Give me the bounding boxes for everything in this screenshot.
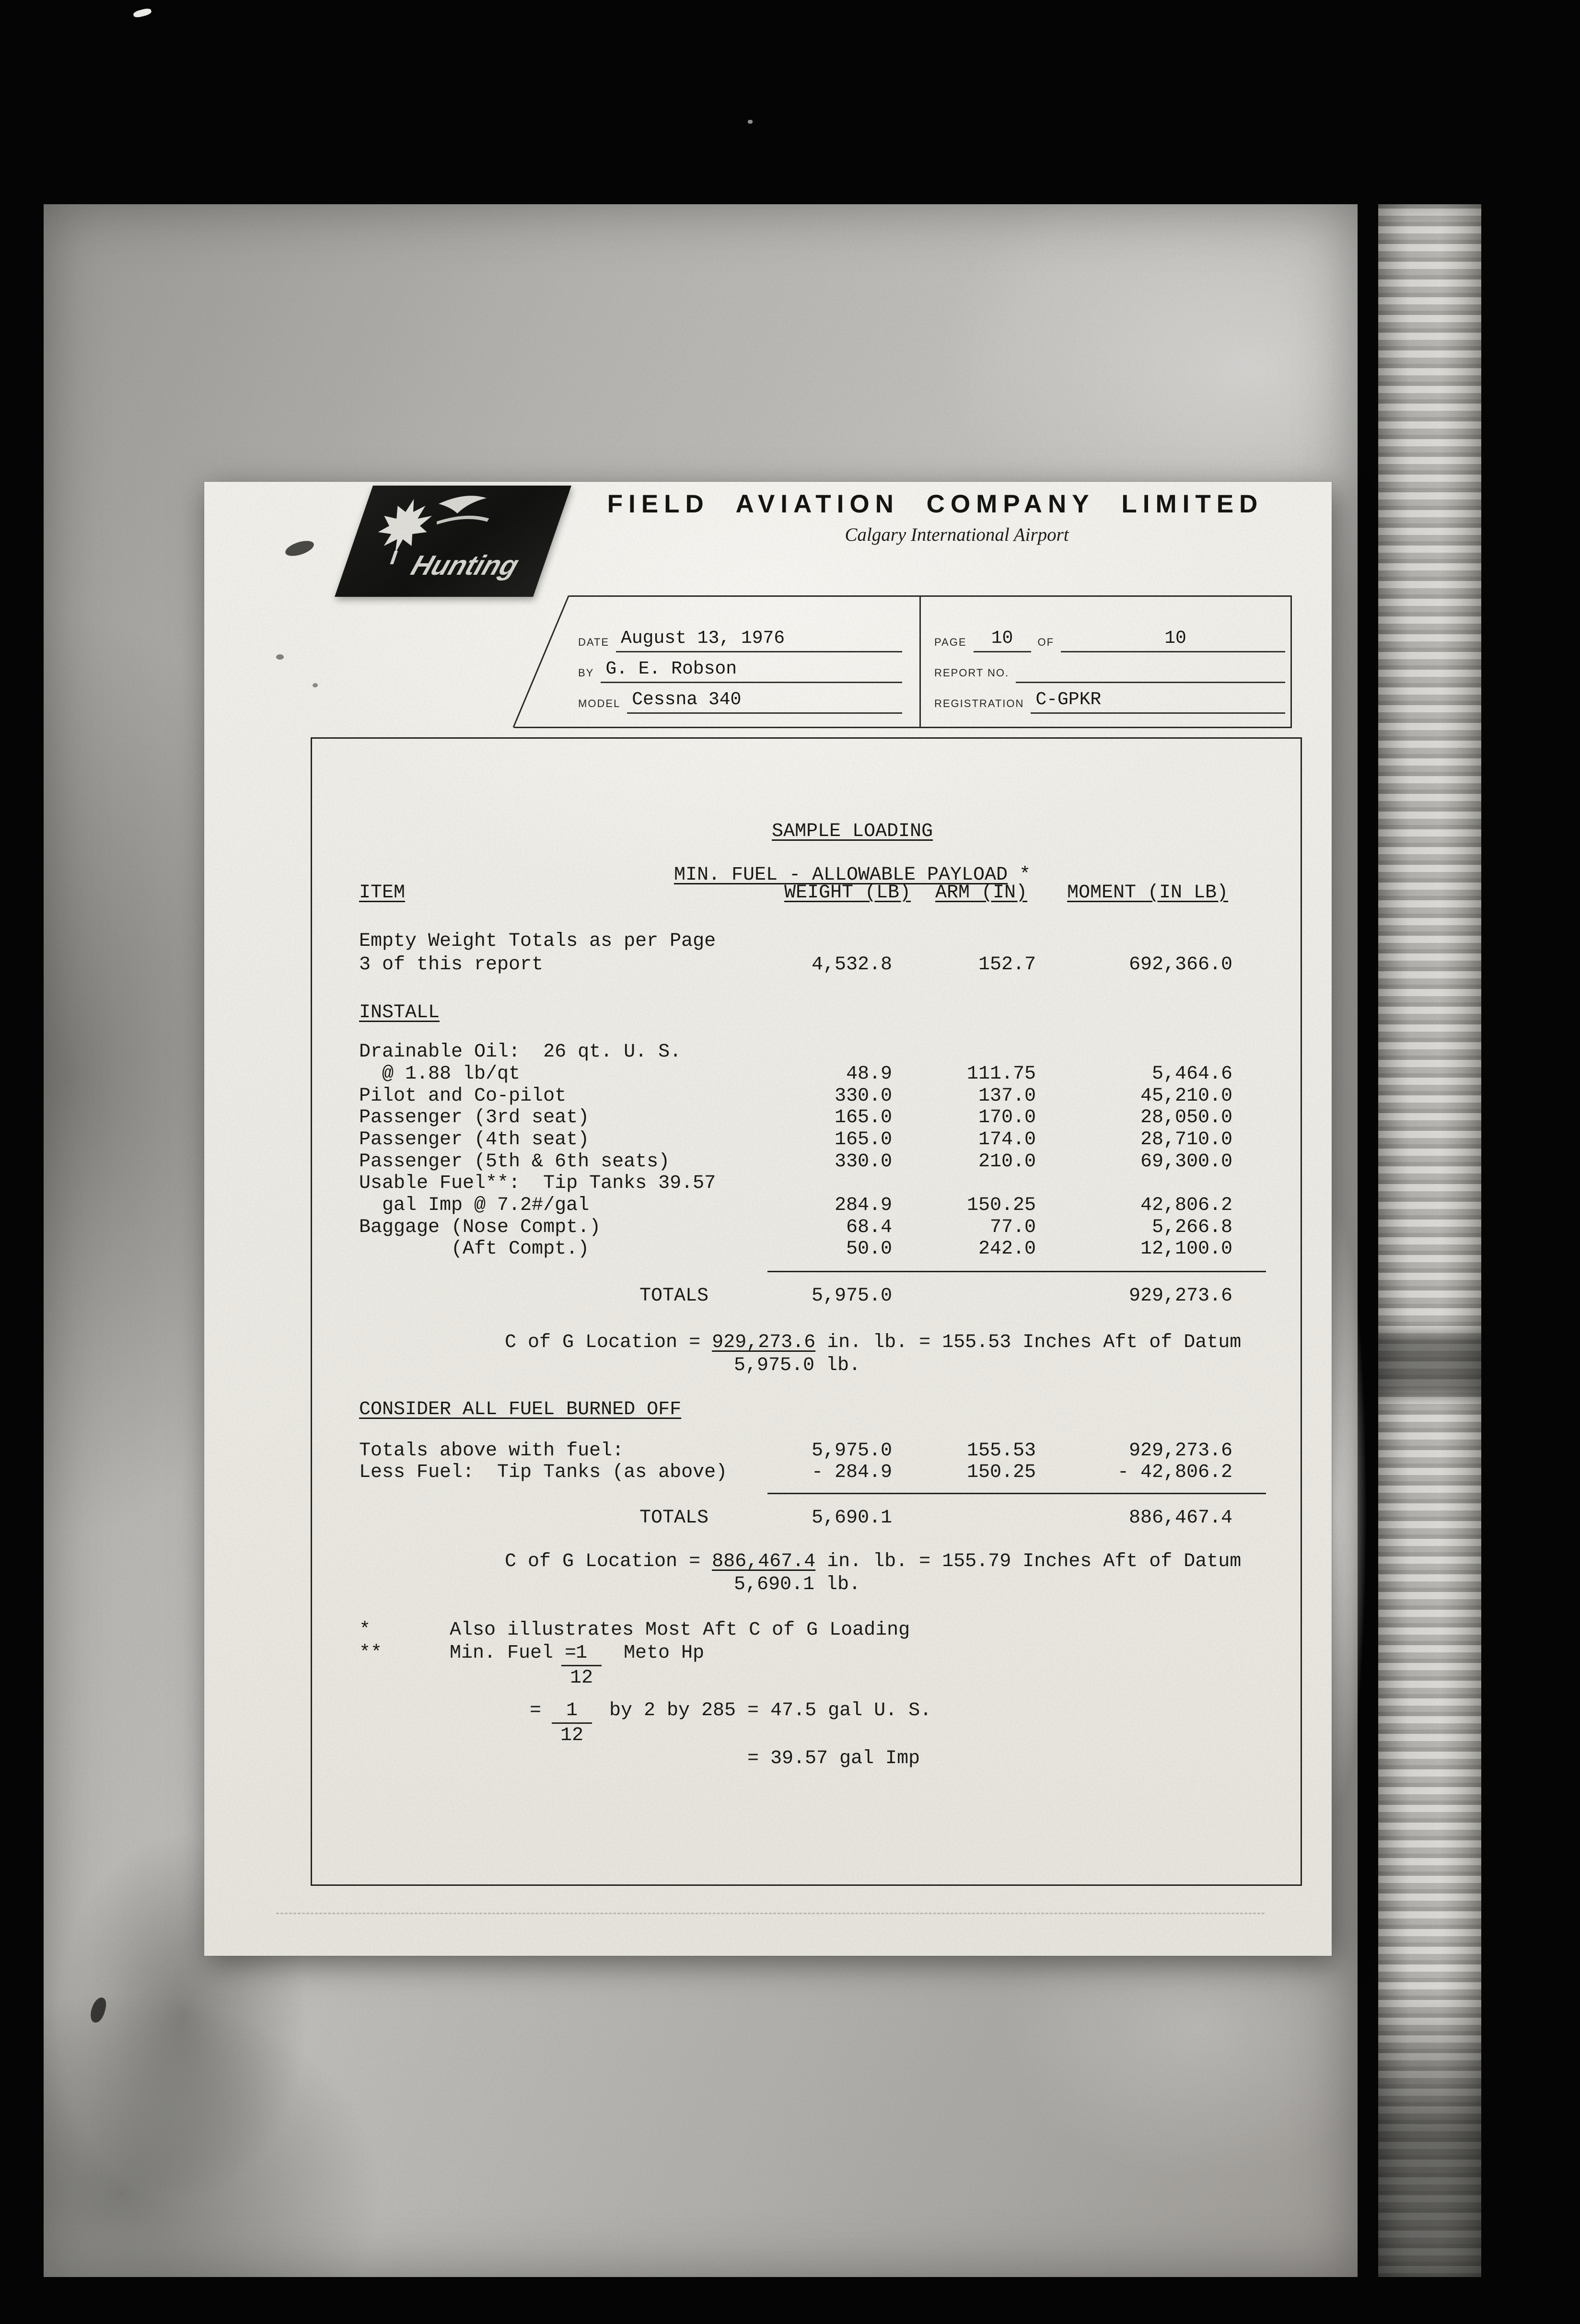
model-label: MODEL bbox=[578, 697, 621, 709]
report-no-value bbox=[1016, 657, 1285, 683]
table-row: Drainable Oil: 26 qt. U. S. bbox=[359, 1041, 682, 1063]
form-row-registration bbox=[934, 686, 1285, 714]
footnote-eq2: = 1 by 2 by 285 = 47.5 gal U. S. bbox=[312, 1699, 1301, 1722]
cog-line: C of G Location = 886,467.4 in. lb. = 155.79 Inches Aft of Datum bbox=[505, 1551, 1242, 1572]
binding-edge bbox=[1378, 204, 1481, 2277]
footnote-1: * Also illustrates Most Aft C of G Loading bbox=[359, 1619, 910, 1641]
footnote-eq3: = 39.57 gal Imp bbox=[747, 1748, 920, 1769]
table-row: Baggage (Nose Compt.) 68.4 77.0 5,266.8 bbox=[359, 1217, 1232, 1238]
totals-row: TOTALS 5,975.0 929,273.6 bbox=[639, 1285, 1232, 1307]
registration-value: C-GPKR bbox=[1031, 687, 1285, 714]
maple-leaf-icon bbox=[371, 499, 438, 554]
table-row: Pilot and Co-pilot 330.0 137.0 45,210.0 bbox=[359, 1085, 1232, 1107]
scan-smudge bbox=[313, 683, 318, 687]
col-weight: WEIGHT (LB) bbox=[784, 882, 911, 904]
bird-icon bbox=[435, 496, 488, 513]
report-body-box bbox=[311, 737, 1302, 1886]
cog-denominator: 5,690.1 lb. bbox=[734, 1574, 861, 1595]
table-row: @ 1.88 lb/qt 48.9 111.75 5,464.6 bbox=[359, 1063, 1232, 1085]
form-box-right bbox=[1290, 595, 1292, 728]
page-value: 10 bbox=[974, 626, 1031, 652]
of-label: OF bbox=[1037, 636, 1055, 648]
company-subtitle: Calgary International Airport bbox=[845, 524, 1069, 545]
totals-row: TOTALS 5,690.1 886,467.4 bbox=[639, 1507, 1232, 1529]
table-row: Passenger (4th seat) 165.0 174.0 28,710.0 bbox=[359, 1129, 1232, 1150]
install-heading: INSTALL bbox=[359, 1002, 440, 1023]
table-row: 3 of this report 4,532.8 152.7 692,366.0 bbox=[359, 954, 1232, 976]
form-box-slant bbox=[513, 595, 569, 728]
by-value: G. E. Robson bbox=[601, 657, 902, 683]
footnote-2: ** Min. Fuel = 1 Meto Hp bbox=[312, 1642, 1301, 1665]
totals-rule bbox=[767, 1493, 1266, 1494]
form-row-by bbox=[578, 655, 902, 683]
col-moment: MOMENT (IN LB) bbox=[1067, 882, 1229, 904]
table-header-row bbox=[312, 882, 1301, 905]
table-row: gal Imp @ 7.2#/gal 284.9 150.25 42,806.2 bbox=[359, 1195, 1232, 1216]
document-page bbox=[204, 482, 1332, 1956]
date-label: DATE bbox=[578, 636, 610, 648]
page-total-value: 10 bbox=[1061, 626, 1285, 652]
registration-label: REGISTRATION bbox=[934, 697, 1024, 709]
paper-perforation-line bbox=[276, 1913, 1265, 1914]
fraction-numerator: 1 bbox=[552, 1699, 592, 1724]
scan-smudge bbox=[284, 538, 316, 559]
totals-rule bbox=[767, 1271, 1266, 1272]
form-box-bottom bbox=[514, 727, 1292, 728]
form-row-model bbox=[578, 686, 902, 714]
by-label: BY bbox=[578, 667, 594, 679]
table-row: (Aft Compt.) 50.0 242.0 12,100.0 bbox=[359, 1238, 1232, 1260]
film-dust-speck bbox=[133, 8, 152, 19]
fraction-denominator: 12 bbox=[569, 1667, 593, 1689]
scan-smudge bbox=[276, 654, 284, 660]
form-box-top bbox=[569, 595, 1292, 597]
bird-wing bbox=[437, 517, 489, 523]
col-item: ITEM bbox=[359, 882, 406, 904]
maple-leaf-stem bbox=[390, 551, 398, 564]
cog-line: C of G Location = 929,273.6 in. lb. = 155.53 Inches Aft of Datum bbox=[505, 1332, 1242, 1353]
report-title: SAMPLE LOADING bbox=[771, 821, 933, 842]
report-subtitle: MIN. FUEL - ALLOWABLE PAYLOAD * bbox=[674, 864, 1031, 886]
film-dust-speck bbox=[748, 120, 753, 124]
col-arm: ARM (IN) bbox=[935, 882, 1028, 904]
table-row: Usable Fuel**: Tip Tanks 39.57 bbox=[359, 1173, 716, 1194]
table-row: Totals above with fuel: 5,975.0 155.53 929,273.6 bbox=[359, 1440, 1232, 1462]
logo-wordmark: Hunting bbox=[407, 549, 523, 581]
model-value: Cessna 340 bbox=[627, 687, 902, 714]
company-name: FIELD AVIATION COMPANY LIMITED bbox=[607, 490, 1264, 518]
cog-denominator: 5,975.0 lb. bbox=[734, 1355, 861, 1376]
table-row: Empty Weight Totals as per Page bbox=[359, 930, 716, 952]
hunting-logo bbox=[335, 486, 571, 597]
scan-ink-mark bbox=[89, 1996, 108, 2024]
hunting-logo-art bbox=[335, 486, 571, 597]
form-row-date bbox=[578, 625, 902, 652]
form-row-report bbox=[934, 655, 1285, 683]
report-no-label: REPORT NO. bbox=[934, 667, 1010, 679]
date-value: August 13, 1976 bbox=[616, 626, 902, 652]
fraction-numerator: 1 bbox=[561, 1642, 602, 1666]
form-box-divider bbox=[919, 595, 921, 728]
table-row: Passenger (3rd seat) 165.0 170.0 28,050.0 bbox=[359, 1107, 1232, 1128]
burnoff-heading: CONSIDER ALL FUEL BURNED OFF bbox=[359, 1399, 682, 1420]
table-row: Less Fuel: Tip Tanks (as above) - 284.9 150.25 - 42,806.2 bbox=[359, 1462, 1232, 1483]
fraction-denominator: 12 bbox=[560, 1725, 583, 1746]
form-row-page bbox=[934, 625, 1285, 652]
photo-scan-area bbox=[44, 204, 1358, 2277]
table-row: Passenger (5th & 6th seats) 330.0 210.0 69,300.0 bbox=[359, 1151, 1232, 1173]
page-label: PAGE bbox=[934, 636, 967, 648]
